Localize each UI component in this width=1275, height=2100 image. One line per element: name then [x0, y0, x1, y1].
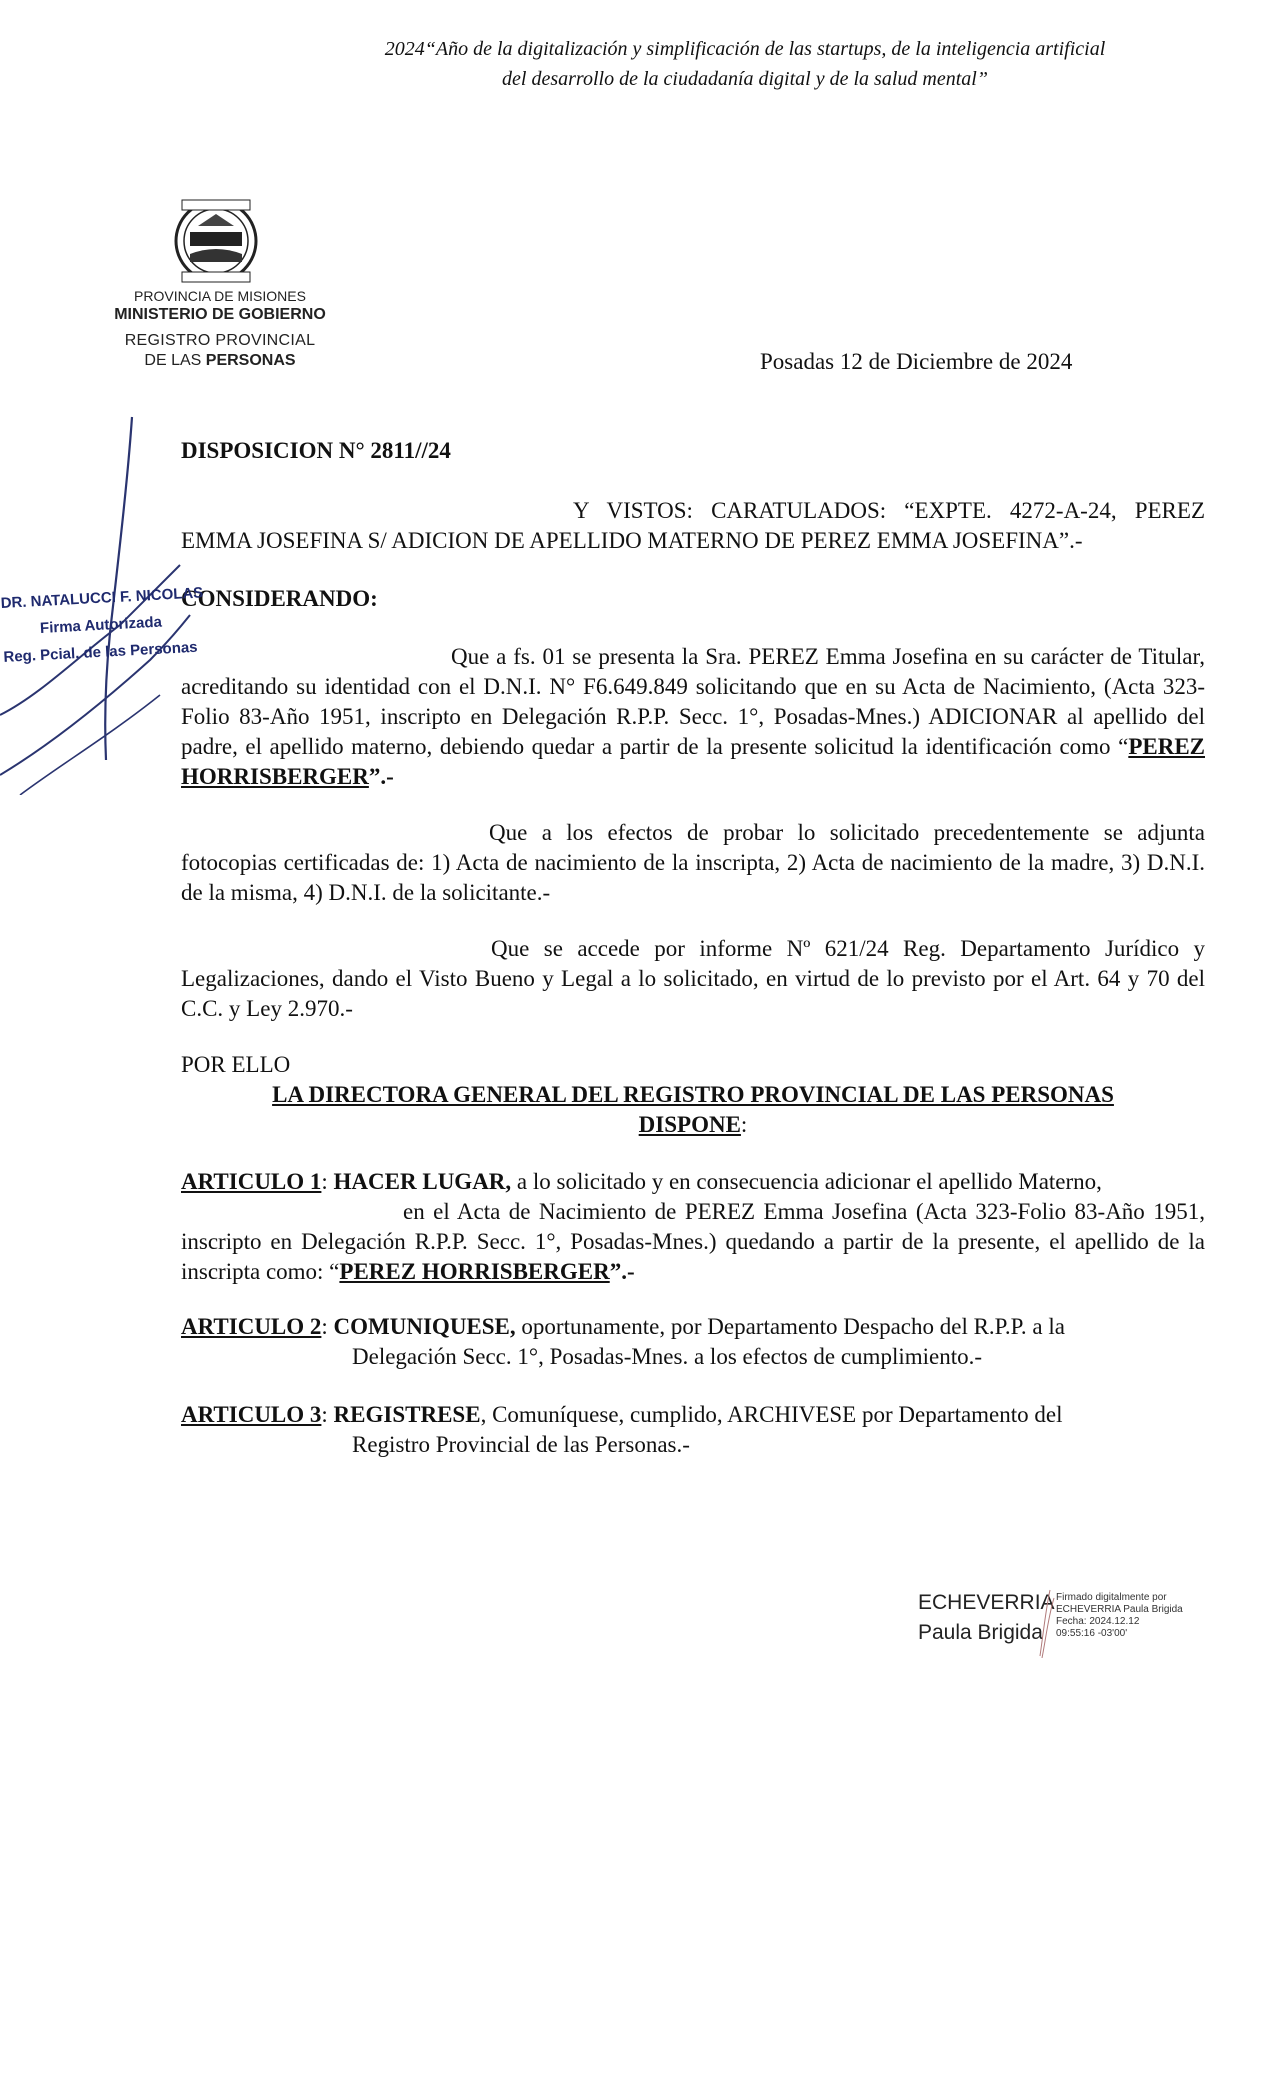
p1-end: ”.-: [368, 764, 394, 789]
dispone-word: DISPONE: [638, 1112, 741, 1137]
esign-meta-4: 09:55:16 -03'00': [1056, 1628, 1128, 1639]
stamp-line-2: Firma Autorizada: [39, 613, 163, 637]
art2-text2: Delegación Secc. 1°, Posadas-Mnes. a los efectos de cumplimiento.-: [352, 1344, 983, 1369]
por-ello: POR ELLO: [181, 1052, 291, 1077]
org-registry-bold: PERSONAS: [205, 352, 296, 369]
paragraph-1-text: [181, 642, 1205, 792]
esign-meta-2: ECHEVERRIA Paula Brigida: [1056, 1604, 1183, 1615]
digital-signature: [918, 1588, 1198, 1658]
vistos-paragraph: [181, 496, 1205, 556]
art1-bold: HACER LUGAR,: [333, 1169, 512, 1194]
vistos-text: Y VISTOS: CARATULADOS: “EXPTE. 4272-A-24, PEREZ EMMA JOSEFINA S/ ADICION DE APELLIDO MATERNO DE PEREZ EMMA JOSEFINA”.-: [181, 498, 1205, 553]
art3-text2: Registro Provincial de las Personas.-: [352, 1432, 690, 1457]
org-ministry: MINISTERIO DE GOBIERNO: [114, 306, 326, 323]
considerando-heading: CONSIDERANDO:: [181, 586, 378, 611]
signature-flourish-icon: [1036, 1588, 1056, 1658]
org-registry: REGISTRO PROVINCIAL: [124, 332, 316, 349]
disposicion-title: DISPOSICION N° 2811//24: [181, 438, 451, 463]
art1-label: ARTICULO 1: [181, 1169, 322, 1194]
esign-name-1: ECHEVERRIA: [918, 1591, 1055, 1614]
p1-name: PEREZ HORRISBERGER: [181, 734, 1205, 789]
article-2-line1: ARTICULO 2: COMUNIQUESE, oportunamente, por Departamento Despacho del R.P.P. a la: [181, 1314, 1065, 1339]
header-motto: [330, 34, 1160, 94]
esign-name-2: Paula Brigida: [918, 1621, 1043, 1644]
art2-label: ARTICULO 2: [181, 1314, 322, 1339]
art1-text2: en el Acta de Nacimiento de PEREZ Emma Josefina (Acta 323-Folio 83-Año 1951, inscripto en Delegación R.P.P. Secc. 1°, Posadas-Mnes.) quedando a partir de la presente, el apellido de la inscripta como: “: [181, 1199, 1205, 1284]
org-registry-line2: [90, 351, 350, 371]
article-3-line1: ARTICULO 3: REGISTRESE, Comuníquese, cumplido, ARCHIVESE por Departamento del: [181, 1402, 1063, 1427]
art2-bold: COMUNIQUESE,: [333, 1314, 516, 1339]
motto-line-1: 2024“Año de la digitalización y simplificación de las startups, de la inteligencia artificial: [384, 38, 1106, 60]
authorization-stamp: [0, 577, 244, 670]
stamp-line-1: DR. NATALUCCI F. NICOLAS: [0, 584, 204, 612]
article-1-line1: ARTICULO 1: HACER LUGAR, a lo solicitado y en consecuencia adicionar el apellido Materno,: [181, 1169, 1102, 1194]
esign-meta-1: Firmado digitalmente por: [1056, 1592, 1167, 1603]
art2-text1: oportunamente, por Departamento Despacho del R.P.P. a la: [515, 1314, 1065, 1339]
paragraph-2-text: Que a los efectos de probar lo solicitado precedentemente se adjunta fotocopias certificadas de: 1) Acta de nacimiento de la inscripta, 2) Acta de nacimiento de la madre, 3) D.N.I. de la misma, 4) D.N.I. de la solicitante.-: [181, 820, 1205, 905]
art3-label: ARTICULO 3: [181, 1402, 322, 1427]
provincial-seal-icon: [168, 196, 264, 286]
org-province: PROVINCIA DE MISIONES: [134, 288, 306, 304]
article-2: [181, 1312, 1205, 1372]
esign-meta-3: Fecha: 2024.12.12: [1056, 1616, 1140, 1627]
document-date: Posadas 12 de Diciembre de 2024: [760, 349, 1073, 374]
article-1-rest: [181, 1197, 1205, 1287]
art1-name: PEREZ HORRISBERGER: [339, 1259, 610, 1284]
esign-name: [918, 1588, 1055, 1648]
art3-bold: REGISTRESE: [333, 1402, 481, 1427]
article-3: [181, 1400, 1205, 1460]
motto-line-2: del desarrollo de la ciudadanía digital y de la salud mental”: [502, 68, 988, 90]
paragraph-3-text: Que se accede por informe Nº 621/24 Reg. Departamento Jurídico y Legalizaciones, dando el Visto Bueno y Legal a lo solicitado, en virtud de lo previsto por el Art. 64 y 70 del C.C. y Ley 2.970.-: [181, 936, 1205, 1021]
paragraph-3: [181, 934, 1205, 1024]
dispone-colon: :: [740, 1112, 748, 1137]
organization-block: [90, 288, 350, 371]
article-1: [181, 1167, 1205, 1287]
stamp-line-3: Reg. Pcial. de las Personas: [3, 638, 198, 666]
art1-text1: a lo solicitado y en consecuencia adicionar el apellido Materno,: [511, 1169, 1102, 1194]
art3-text1: , Comuníquese, cumplido, ARCHIVESE por Departamento del: [480, 1402, 1063, 1427]
p1-body: Que a fs. 01 se presenta la Sra. PEREZ Emma Josefina en su carácter de Titular, acreditando su identidad con el D.N.I. N° F6.649.849 solicitando que en su Acta de Nacimiento, (Acta 323-Folio 83-Año 1951, inscripto en Delegación R.P.P. Secc. 1°, Posadas-Mnes.) ADICIONAR al apellido del padre, el apellido materno, debiendo quedar a partir de la presente solicitud la identificación como “: [181, 644, 1205, 759]
org-registry-prefix: DE LAS: [144, 352, 206, 369]
paragraph-2: [181, 818, 1205, 908]
directora-heading: LA DIRECTORA GENERAL DEL REGISTRO PROVINCIAL DE LAS PERSONAS: [272, 1082, 1114, 1107]
art1-end: ”.-: [609, 1259, 635, 1284]
esign-meta: [1056, 1592, 1183, 1640]
paragraph-1: [181, 642, 1205, 792]
dispone-heading: [181, 1110, 1205, 1140]
